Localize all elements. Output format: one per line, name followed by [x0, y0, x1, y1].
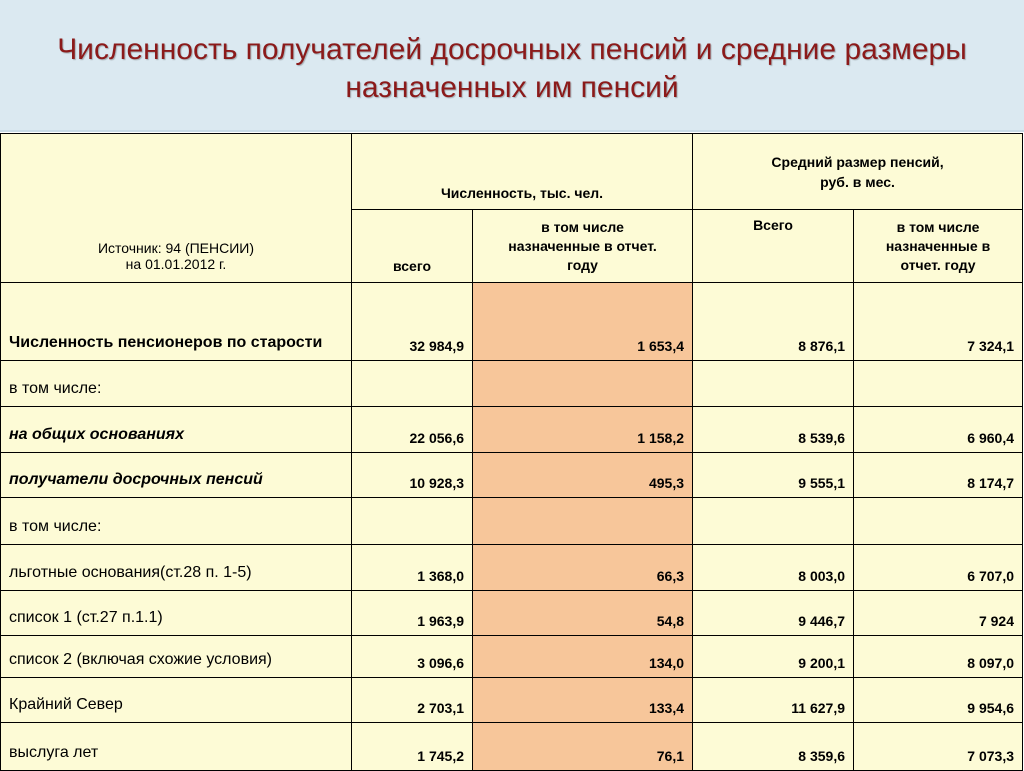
- group-avg-line-2: руб. в мес.: [820, 173, 895, 190]
- row-label: список 1 (ст.27 п.1.1): [1, 591, 352, 636]
- row-label: на общих основаниях: [1, 407, 352, 453]
- title-band: [0, 0, 1024, 132]
- table-row: [1, 283, 1023, 361]
- table-row: [1, 591, 1023, 636]
- row-label: выслуга лет: [1, 723, 352, 771]
- cell-total: [352, 361, 473, 407]
- cell-avg-total: 9 200,1: [693, 636, 854, 678]
- cell-total: [352, 498, 473, 545]
- header-row-1: [1, 134, 1023, 210]
- table-row: [1, 407, 1023, 453]
- group-avg-line-1: Средний размер пенсий,: [771, 153, 944, 170]
- cell-avg-total: 8 359,6: [693, 723, 854, 771]
- col-total-header: всего: [352, 210, 473, 283]
- col-assigned-line-1: в том числе: [541, 218, 624, 235]
- cell-assigned: [473, 361, 693, 407]
- table-row: [1, 453, 1023, 498]
- row-label: список 2 (включая схожие условия): [1, 636, 352, 678]
- cell-assigned: 1 653,4: [473, 283, 693, 361]
- cell-avg-assigned: 9 954,6: [854, 678, 1023, 723]
- table-row: [1, 361, 1023, 407]
- row-label: в том числе:: [1, 361, 352, 407]
- table-row: [1, 498, 1023, 545]
- pension-table: [0, 133, 1023, 771]
- cell-assigned: 1 158,2: [473, 407, 693, 453]
- group-count-header: Численность, тыс. чел.: [352, 134, 693, 210]
- table-row: [1, 545, 1023, 591]
- cell-assigned: 54,8: [473, 591, 693, 636]
- source-cell: [1, 134, 352, 283]
- cell-avg-total: 9 446,7: [693, 591, 854, 636]
- cell-avg-total: [693, 361, 854, 407]
- cell-avg-assigned: 6 960,4: [854, 407, 1023, 453]
- cell-total: 1 745,2: [352, 723, 473, 771]
- table-row: [1, 636, 1023, 678]
- cell-assigned: 495,3: [473, 453, 693, 498]
- slide-title: Численность получателей досрочных пенсий и средние размеры назначенных им пенсий: [57, 33, 967, 104]
- cell-avg-assigned: 7 924: [854, 591, 1023, 636]
- cell-total: 1 963,9: [352, 591, 473, 636]
- cell-total: 3 096,6: [352, 636, 473, 678]
- col-avg-assigned-line-1: в том числе: [896, 218, 980, 235]
- col-avg-assigned-line-2: назначенные в: [885, 237, 991, 254]
- row-label: льготные основания(ст.28 п. 1-5): [1, 545, 352, 591]
- cell-avg-total: 8 876,1: [693, 283, 854, 361]
- cell-total: 10 928,3: [352, 453, 473, 498]
- row-label: получатели досрочных пенсий: [1, 453, 352, 498]
- cell-assigned: 133,4: [473, 678, 693, 723]
- col-avg-total-header: Всего: [693, 210, 854, 283]
- row-label: Крайний Север: [1, 678, 352, 723]
- cell-assigned: 134,0: [473, 636, 693, 678]
- col-assigned-line-2: назначенные в отчет.: [508, 237, 657, 254]
- cell-total: 22 056,6: [352, 407, 473, 453]
- cell-avg-total: 11 627,9: [693, 678, 854, 723]
- cell-avg-assigned: 6 707,0: [854, 545, 1023, 591]
- cell-total: 1 368,0: [352, 545, 473, 591]
- cell-avg-assigned: [854, 498, 1023, 545]
- cell-total: 2 703,1: [352, 678, 473, 723]
- source-line-2: на 01.01.2012 г.: [125, 256, 227, 272]
- cell-avg-assigned: 7 073,3: [854, 723, 1023, 771]
- col-avg-assigned-header: [854, 210, 1023, 283]
- table-row: [1, 678, 1023, 723]
- col-avg-assigned-line-3: отчет. году: [900, 256, 976, 273]
- row-label: Численность пенсионеров по старости: [1, 283, 352, 361]
- cell-avg-total: 8 003,0: [693, 545, 854, 591]
- col-assigned-header: [473, 210, 693, 283]
- source-line-1: Источник: 94 (ПЕНСИИ): [97, 240, 255, 256]
- cell-assigned: 76,1: [473, 723, 693, 771]
- cell-assigned: 66,3: [473, 545, 693, 591]
- cell-avg-total: 9 555,1: [693, 453, 854, 498]
- row-label: в том числе:: [1, 498, 352, 545]
- cell-avg-total: 8 539,6: [693, 407, 854, 453]
- cell-total: 32 984,9: [352, 283, 473, 361]
- cell-avg-assigned: 8 174,7: [854, 453, 1023, 498]
- group-avg-header: [693, 134, 1023, 210]
- col-assigned-line-3: году: [567, 256, 598, 273]
- cell-assigned: [473, 498, 693, 545]
- cell-avg-assigned: [854, 361, 1023, 407]
- cell-avg-total: [693, 498, 854, 545]
- table-row: [1, 723, 1023, 771]
- cell-avg-assigned: 7 324,1: [854, 283, 1023, 361]
- cell-avg-assigned: 8 097,0: [854, 636, 1023, 678]
